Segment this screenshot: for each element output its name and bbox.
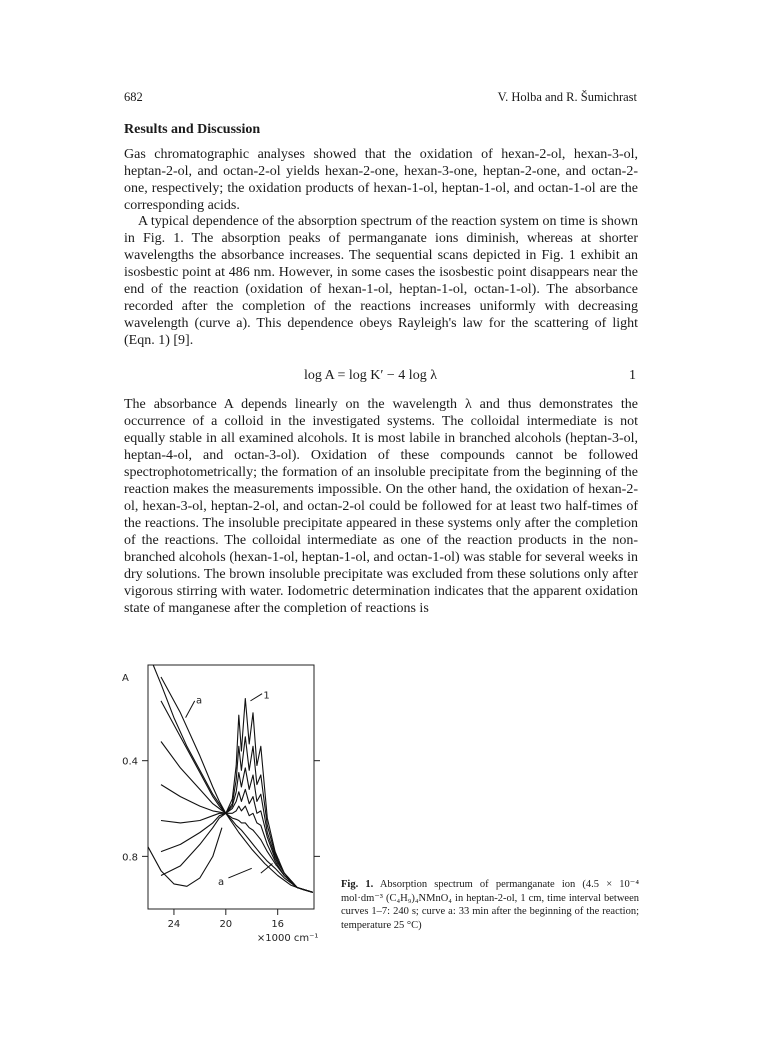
- equation-number: 1: [629, 368, 636, 383]
- curve-1: [161, 699, 313, 893]
- curve-label-a-bottom: a: [218, 877, 225, 889]
- label-leader-a-top: [186, 701, 195, 718]
- y-tick-label: 0.4: [122, 756, 138, 768]
- running-header-authors: V. Holba and R. Šumichrast: [497, 90, 637, 104]
- curve-6: [161, 701, 313, 892]
- y-tick-label: 0.8: [122, 852, 138, 864]
- label-leader-1: [250, 694, 262, 701]
- plot-frame: [148, 665, 314, 909]
- x-tick-label: 16: [271, 919, 285, 930]
- curve-label-1: 1: [263, 690, 270, 702]
- absorption-spectrum-chart: [108, 655, 338, 955]
- y-axis-label: A: [122, 673, 129, 684]
- curve-5: [161, 742, 313, 893]
- caption-text: Absorption spectrum of permanganate ion (4.5 × 10⁻⁴ mol·dm⁻³ (C₄H₉)₄NMnO₄ in heptan-2-ol, 1 cm, time interval between curves 1–7: 240 s; curve a: 33 min after the beginning of the reaction; temperature 25 °C): [341, 879, 640, 931]
- curve-lower-bound: [148, 828, 225, 889]
- label-leader-a-bottom: [228, 868, 251, 878]
- curve-a: [153, 665, 313, 892]
- paragraph-3: The absorbance A depends linearly on the wavelength λ and thus demonstrates the occurrence of a colloid in the investigated systems. The colloidal intermediate is not equally stable in all examined alcohols. It is most labile in branched alcohols (heptan-3-ol, heptan-4-ol, and octan-3-ol). Oxidation of these compounds cannot be followed spectrophotometrically; the formation of an insoluble precipitate from the beginning of the reaction makes the measurements impossible. On the other hand, the oxidation of hexan-2-ol, hexan-3-ol, heptan-2-ol, and octan-2-ol could be followed for at least two half-times of the reactions. The insoluble precipitate appeared in these systems only after the completion of the reactions. The colloidal intermediate as one of the reaction products in the non-branched alcohols (hexan-1-ol, heptan-1-ol, and octan-1-ol) was stable for several weeks in dry solutions. The brown insoluble precipitate was excluded from these solutions only after vigorous stirring with water. Iodometric determination indicates that the apparent oxidation state of manganese after the completion of reactions is: [124, 397, 638, 616]
- figure-1: [108, 655, 338, 955]
- page-number: 682: [124, 90, 143, 104]
- curve-label-a-top: a: [195, 695, 203, 707]
- paragraph-1: Gas chromatographic analyses showed that the oxidation of hexan-2-ol, hexan-3-ol, heptan-2-ol, and octan-2-ol yields hexan-2-one, hexan-3-one, heptan-2-one, and octan-2-one, respectively; the oxidation products of hexan-1-ol, heptan-1-ol, and octan-1-ol are the corresponding acids.: [124, 147, 638, 213]
- curve-label-7: 7: [273, 857, 281, 869]
- figure-caption: [341, 878, 639, 932]
- paragraph-2: A typical dependence of the absorption spectrum of the reaction system on time is shown in Fig. 1. The absorption peaks of permanganate ions diminish, whereas at shorter wavelengths the absorbance increases. The sequential scans depicted in Fig. 1 exhibit an isosbestic point at 486 nm. However, in some cases the isosbestic point disappears near the end of the reaction (oxidation of hexan-1-ol, heptan-1-ol, octan-1-ol). The absorbance recorded after the completion of the reactions increases uniformly with decreasing wavelength (curve a). This dependence obeys Rayleigh's law for the scattering of light (Eqn. 1) [9].: [124, 214, 638, 348]
- x-tick-label: 20: [219, 919, 233, 930]
- caption-label: Fig. 1.: [341, 879, 374, 890]
- x-tick-label: 24: [167, 919, 181, 930]
- curve-4: [161, 785, 313, 893]
- equation-text: log A = log K′ − 4 log λ: [304, 368, 437, 383]
- section-heading: Results and Discussion: [124, 122, 261, 137]
- x-axis-unit: ×1000 cm⁻¹: [256, 933, 319, 944]
